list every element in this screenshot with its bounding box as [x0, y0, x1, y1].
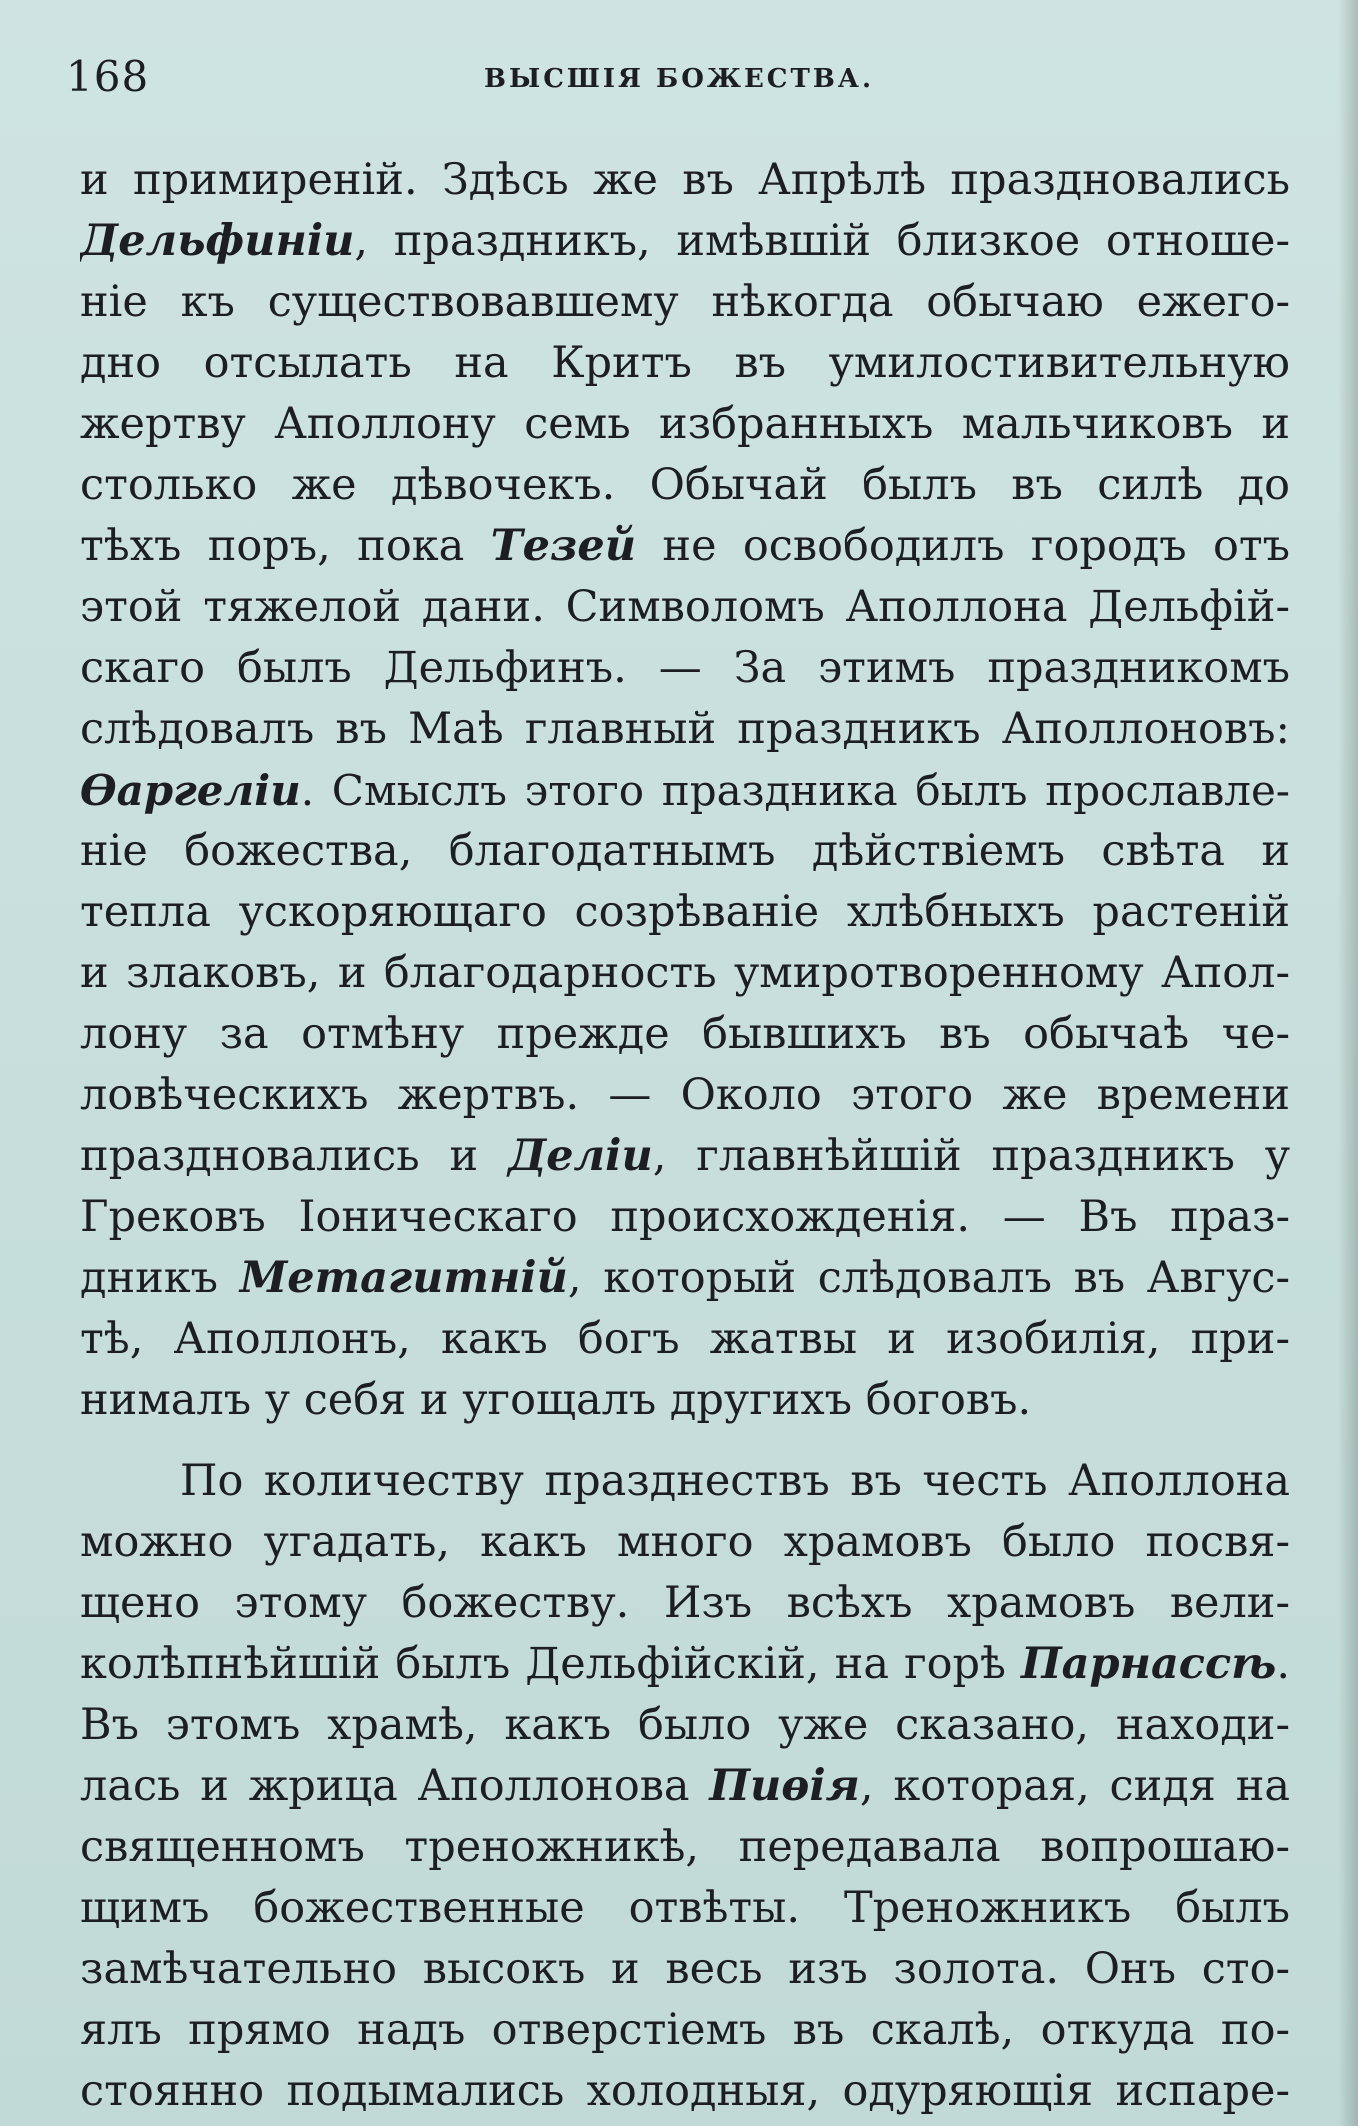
- text-line: [80, 333, 1290, 394]
- text-line: [80, 455, 1290, 516]
- text-line: [80, 1695, 1290, 1756]
- text-span: лась и жрица Аполлонова: [80, 1761, 710, 1811]
- text-line: [80, 1309, 1290, 1370]
- text-line: [80, 272, 1290, 333]
- text-line: [80, 882, 1290, 943]
- text-span: щимъ божественные отвѣты. Треножникъ былъ: [80, 1883, 1290, 1933]
- emphasized-term: Парнассѣ: [1021, 1639, 1277, 1689]
- text-span: и злаковъ, и благодарность умиротворенному Апол-: [80, 948, 1290, 998]
- text-span: колѣпнѣйшій былъ Дельфійскій, на горѣ: [80, 1639, 1022, 1689]
- text-line: [80, 2000, 1290, 2061]
- text-line: [80, 1187, 1290, 1248]
- text-span: ловѣческихъ жертвъ. — Около этого же времени: [80, 1070, 1290, 1120]
- text-line: [80, 1878, 1290, 1939]
- text-line: [80, 394, 1290, 455]
- text-span: дно отсылать на Критъ въ умилостивительную: [80, 338, 1290, 388]
- page-number: 168: [66, 52, 150, 101]
- text-line: [80, 516, 1290, 577]
- text-line: [80, 1004, 1290, 1065]
- text-line: [80, 1248, 1290, 1309]
- text-span: этой тяжелой дани. Символомъ Аполлона Дельфій-: [80, 582, 1290, 632]
- text-line: [80, 150, 1290, 211]
- running-head: ВЫСШІЯ БОЖЕСТВА.: [483, 64, 875, 94]
- text-line: [80, 821, 1290, 882]
- emphasized-term: Пиѳія: [709, 1761, 860, 1811]
- text-line: [80, 2061, 1290, 2122]
- text-line: [80, 1512, 1290, 1573]
- text-span: .: [1276, 1639, 1290, 1689]
- text-span: тепла ускоряющаго созрѣваніе хлѣбныхъ растеній: [80, 887, 1290, 937]
- text-span: праздновались и: [80, 1131, 509, 1181]
- text-span: столько же дѣвочекъ. Обычай былъ въ силѣ до: [80, 460, 1290, 510]
- text-line: [80, 943, 1290, 1004]
- text-line: [80, 577, 1290, 638]
- text-line: [80, 1817, 1290, 1878]
- text-span: стоянно подымались холодныя, одуряющія испаре-: [80, 2066, 1290, 2116]
- text-line: [80, 1451, 1290, 1512]
- text-span: лону за отмѣну прежде бывшихъ въ обычаѣ че-: [80, 1009, 1290, 1059]
- text-span: можно угадать, какъ много храмовъ было посвя-: [80, 1517, 1290, 1567]
- text-span: щено этому божеству. Изъ всѣхъ храмовъ вели-: [80, 1578, 1290, 1628]
- text-line: [80, 699, 1290, 760]
- text-span: , которая, сидя на: [859, 1761, 1290, 1811]
- text-span: тѣхъ поръ, пока: [80, 521, 491, 571]
- body-text: [80, 150, 1290, 2122]
- emphasized-term: Метагитній: [239, 1253, 568, 1303]
- text-span: По количеству празднествъ въ честь Аполлона: [180, 1456, 1290, 1506]
- emphasized-term: Тезей: [490, 521, 637, 571]
- text-line: [80, 1065, 1290, 1126]
- text-span: дникъ: [80, 1253, 240, 1303]
- text-line: [80, 1756, 1290, 1817]
- text-span: не освободилъ городъ отъ: [636, 521, 1290, 571]
- text-span: тѣ, Аполлонъ, какъ богъ жатвы и изобилія, при-: [80, 1314, 1290, 1364]
- emphasized-term: Деліи: [508, 1131, 653, 1181]
- text-span: скаго былъ Дельфинъ. — За этимъ праздникомъ: [80, 643, 1290, 693]
- text-line: [80, 760, 1290, 821]
- text-span: , который слѣдовалъ въ Авгус-: [567, 1253, 1290, 1303]
- text-line: [80, 1939, 1290, 2000]
- text-line: [80, 1126, 1290, 1187]
- text-span: нималъ у себя и угощалъ другихъ боговъ.: [80, 1375, 1032, 1425]
- text-span: замѣчательно высокъ и весь изъ золота. Онъ сто-: [80, 1944, 1290, 1994]
- text-span: ніе божества, благодатнымъ дѣйствіемъ свѣта и: [80, 826, 1290, 876]
- page-edge-shadow: [1338, 0, 1358, 2126]
- text-span: Грековъ Іоническаго происхожденія. — Въ праз-: [80, 1192, 1290, 1242]
- text-span: , главнѣйшій праздникъ у: [652, 1131, 1290, 1181]
- emphasized-term: Ѳаргеліи: [80, 766, 301, 815]
- paragraph-gap: [80, 1431, 1290, 1451]
- text-span: жертву Аполлону семь избранныхъ мальчиковъ и: [80, 399, 1290, 449]
- text-span: ялъ прямо надъ отверстіемъ въ скалѣ, откуда по-: [80, 2005, 1290, 2055]
- text-line: [80, 638, 1290, 699]
- text-span: и примиреній. Здѣсь же въ Апрѣлѣ праздновались: [80, 155, 1290, 205]
- text-line: [80, 1634, 1290, 1695]
- text-span: слѣдовалъ въ Маѣ главный праздникъ Аполлоновъ:: [80, 704, 1290, 754]
- text-span: ніе къ существовавшему нѣкогда обычаю ежего-: [80, 277, 1290, 327]
- text-line: [80, 1573, 1290, 1634]
- text-span: Въ этомъ храмѣ, какъ было уже сказано, находи-: [80, 1700, 1290, 1750]
- text-line: [80, 211, 1290, 272]
- emphasized-term: Дельфиніи: [80, 216, 355, 266]
- text-span: . Смыслъ этого праздника былъ прославле-: [300, 766, 1290, 815]
- text-line: [80, 1370, 1290, 1431]
- text-span: , праздникъ, имѣвшій близкое отноше-: [354, 216, 1290, 266]
- text-span: священномъ треножникѣ, передавала вопрошаю-: [80, 1822, 1290, 1872]
